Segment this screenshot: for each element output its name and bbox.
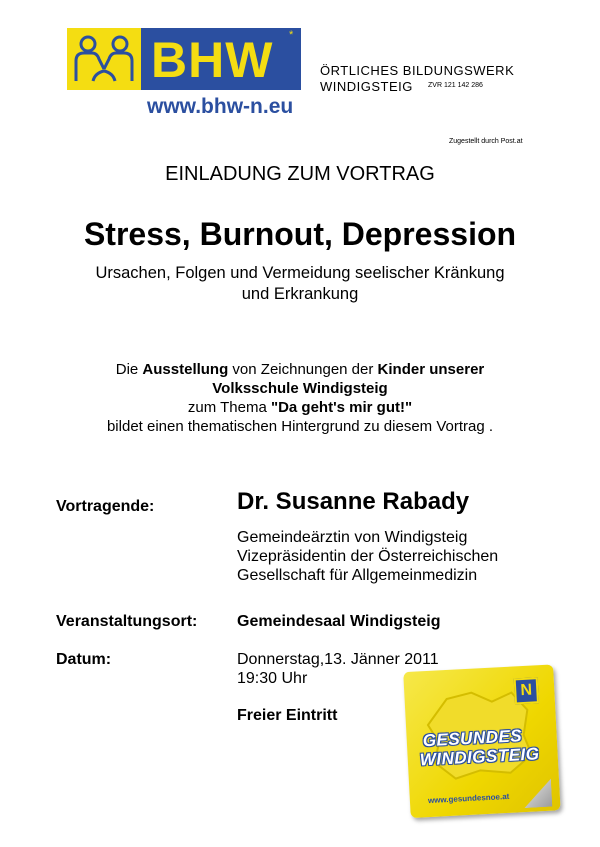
subtitle-line2: und Erkrankung	[241, 285, 359, 303]
sticker-curl	[523, 779, 552, 808]
venue-label: Veranstaltungsort:	[56, 613, 198, 630]
exhibition-text: Die	[115, 361, 143, 378]
venue-value: Gemeindesaal Windigsteig	[237, 613, 441, 630]
speaker-name: Dr. Susanne Rabady	[237, 488, 470, 515]
exhibition-line3	[0, 399, 600, 416]
org-name-line1: ÖRTLICHES BILDUNGSWERK	[320, 63, 515, 78]
sticker-line2: WINDIGSTEIG	[419, 744, 540, 770]
sticker-url[interactable]: www.gesundesnoe.at	[427, 791, 510, 806]
invitation-heading: EINLADUNG ZUM VORTRAG	[165, 163, 435, 185]
date-label: Datum:	[56, 651, 112, 668]
date-value: Donnerstag,13. Jänner 2011	[237, 651, 439, 668]
exhibition-keyword: Volksschule Windigsteig	[212, 380, 388, 397]
logo-wordmark: BHW	[151, 32, 274, 88]
speaker-label: Vortragende:	[56, 498, 155, 515]
subtitle-line1: Ursachen, Folgen und Vermeidung seelischer Kränkung	[95, 264, 505, 282]
exhibition-line4: bildet einen thematischen Hintergrund zu diesem Vortrag .	[106, 418, 494, 435]
org-name-line2: WINDIGSTEIG	[320, 79, 413, 94]
logo-star: *	[289, 29, 294, 41]
exhibition-text: zum Thema	[187, 399, 271, 416]
logo-url[interactable]: www.bhw-n.eu	[147, 95, 294, 118]
exhibition-theme: "Da geht's mir gut!"	[270, 399, 413, 416]
lecture-title: Stress, Burnout, Depression	[83, 216, 517, 252]
speaker-role: Gesellschaft für Allgemeinmedizin	[237, 567, 478, 584]
registry-number: ZVR 121 142 286	[428, 82, 483, 89]
exhibition-line2	[0, 380, 600, 397]
speaker-role: Vizepräsidentin der Österreichischen	[237, 548, 499, 565]
admission-note: Freier Eintritt	[237, 707, 338, 724]
noe-badge	[514, 677, 539, 704]
gesundes-windigsteig-sticker	[403, 664, 569, 822]
exhibition-text: von Zeichnungen der	[228, 361, 378, 378]
sticker-background	[403, 664, 560, 818]
noe-badge-letter: N	[520, 681, 533, 700]
postal-note: Zugestellt durch Post.at	[449, 138, 523, 145]
time-value: 19:30 Uhr	[237, 670, 308, 687]
bhw-logo	[67, 28, 301, 122]
exhibition-keyword: Kinder unserer	[377, 361, 485, 378]
exhibition-keyword: Ausstellung	[142, 361, 229, 378]
speaker-role: Gemeindeärztin von Windigsteig	[237, 529, 468, 546]
people-icon	[73, 33, 135, 85]
exhibition-line1	[0, 361, 600, 378]
sticker-line1: GESUNDES	[422, 726, 523, 751]
